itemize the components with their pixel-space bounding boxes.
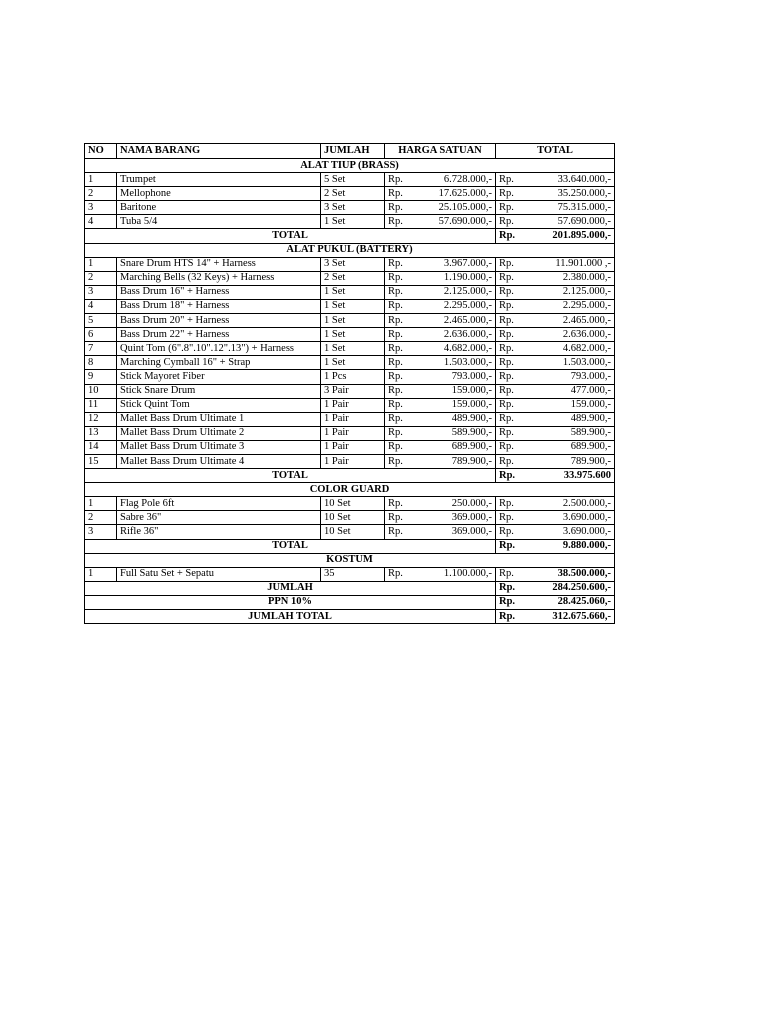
section-title: KOSTUM — [85, 553, 615, 567]
section-total-currency: Rp. — [496, 539, 531, 553]
item-qty: 1 Set — [321, 314, 385, 328]
item-qty: 1 Pair — [321, 412, 385, 426]
item-qty: 1 Set — [321, 342, 385, 356]
section-total-row — [85, 539, 615, 553]
item-price: 2.465.000,- — [412, 314, 496, 328]
item-qty: 10 Set — [321, 497, 385, 511]
item-name: Quint Tom (6".8".10".12".13") + Harness — [117, 342, 321, 356]
price-currency: Rp. — [385, 257, 412, 271]
section-total-value: 9.880.000,- — [531, 539, 615, 553]
total-currency: Rp. — [496, 454, 531, 468]
table-row — [85, 342, 615, 356]
table-row — [85, 370, 615, 384]
table-row — [85, 440, 615, 454]
item-name: Mallet Bass Drum Ultimate 4 — [117, 454, 321, 468]
item-total: 3.690.000,- — [531, 525, 615, 539]
summary-label: PPN 10% — [85, 595, 496, 609]
item-total: 589.900,- — [531, 426, 615, 440]
item-price: 3.967.000,- — [412, 257, 496, 271]
item-no: 10 — [85, 384, 117, 398]
table-row — [85, 497, 615, 511]
item-qty: 10 Set — [321, 511, 385, 525]
item-total: 689.900,- — [531, 440, 615, 454]
total-currency: Rp. — [496, 426, 531, 440]
item-qty: 35 — [321, 567, 385, 581]
table-row — [85, 285, 615, 299]
item-no: 2 — [85, 271, 117, 285]
item-no: 3 — [85, 285, 117, 299]
item-total: 2.125.000,- — [531, 285, 615, 299]
section-header-row — [85, 483, 615, 497]
item-qty: 3 Set — [321, 201, 385, 215]
price-currency: Rp. — [385, 356, 412, 370]
price-table — [84, 143, 615, 624]
item-price: 250.000,- — [412, 497, 496, 511]
table-row — [85, 356, 615, 370]
total-currency: Rp. — [496, 285, 531, 299]
table-row — [85, 426, 615, 440]
item-price: 793.000,- — [412, 370, 496, 384]
item-no: 7 — [85, 342, 117, 356]
item-name: Marching Bells (32 Keys) + Harness — [117, 271, 321, 285]
price-currency: Rp. — [385, 271, 412, 285]
item-qty: 1 Set — [321, 215, 385, 229]
table-row — [85, 314, 615, 328]
item-no: 5 — [85, 314, 117, 328]
price-currency: Rp. — [385, 215, 412, 229]
item-total: 38.500.000,- — [531, 567, 615, 581]
item-no: 2 — [85, 511, 117, 525]
item-total: 57.690.000,- — [531, 215, 615, 229]
item-name: Stick Quint Tom — [117, 398, 321, 412]
item-no: 3 — [85, 525, 117, 539]
item-name: Tuba 5/4 — [117, 215, 321, 229]
item-total: 489.900,- — [531, 412, 615, 426]
item-qty: 5 Set — [321, 173, 385, 187]
item-no: 12 — [85, 412, 117, 426]
item-no: 15 — [85, 454, 117, 468]
total-currency: Rp. — [496, 257, 531, 271]
item-name: Rifle 36" — [117, 525, 321, 539]
item-price: 4.682.000,- — [412, 342, 496, 356]
item-no: 14 — [85, 440, 117, 454]
item-total: 2.500.000,- — [531, 497, 615, 511]
section-title: ALAT PUKUL (BATTERY) — [85, 243, 615, 257]
item-qty: 1 Set — [321, 328, 385, 342]
table-row — [85, 454, 615, 468]
item-total: 2.295.000,- — [531, 299, 615, 313]
summary-value: 284.250.600,- — [531, 581, 615, 595]
table-row — [85, 271, 615, 285]
summary-label: JUMLAH TOTAL — [85, 610, 496, 624]
item-qty: 1 Pcs — [321, 370, 385, 384]
table-row — [85, 215, 615, 229]
price-currency: Rp. — [385, 342, 412, 356]
price-currency: Rp. — [385, 440, 412, 454]
price-currency: Rp. — [385, 370, 412, 384]
item-name: Snare Drum HTS 14" + Harness — [117, 257, 321, 271]
table-row — [85, 511, 615, 525]
item-price: 589.900,- — [412, 426, 496, 440]
item-total: 2.465.000,- — [531, 314, 615, 328]
section-header-row — [85, 243, 615, 257]
section-total-row — [85, 229, 615, 243]
item-name: Bass Drum 18" + Harness — [117, 299, 321, 313]
item-qty: 1 Set — [321, 285, 385, 299]
item-name: Mallet Bass Drum Ultimate 1 — [117, 412, 321, 426]
item-name: Sabre 36" — [117, 511, 321, 525]
total-currency: Rp. — [496, 398, 531, 412]
item-price: 369.000,- — [412, 511, 496, 525]
item-no: 2 — [85, 187, 117, 201]
item-price: 25.105.000,- — [412, 201, 496, 215]
item-qty: 2 Set — [321, 271, 385, 285]
table-row — [85, 398, 615, 412]
summary-value: 28.425.060,- — [531, 595, 615, 609]
item-price: 2.125.000,- — [412, 285, 496, 299]
item-qty: 10 Set — [321, 525, 385, 539]
price-currency: Rp. — [385, 398, 412, 412]
item-name: Bass Drum 20" + Harness — [117, 314, 321, 328]
item-total: 2.636.000,- — [531, 328, 615, 342]
item-no: 9 — [85, 370, 117, 384]
item-no: 13 — [85, 426, 117, 440]
section-total-row — [85, 469, 615, 483]
item-no: 1 — [85, 567, 117, 581]
section-total-label: TOTAL — [85, 469, 496, 483]
total-currency: Rp. — [496, 412, 531, 426]
total-currency: Rp. — [496, 271, 531, 285]
item-total: 2.380.000,- — [531, 271, 615, 285]
price-currency: Rp. — [385, 384, 412, 398]
item-name: Baritone — [117, 201, 321, 215]
item-total: 789.900,- — [531, 454, 615, 468]
total-currency: Rp. — [496, 440, 531, 454]
item-qty: 1 Set — [321, 356, 385, 370]
item-name: Full Satu Set + Sepatu — [117, 567, 321, 581]
item-total: 3.690.000,- — [531, 511, 615, 525]
item-no: 4 — [85, 215, 117, 229]
total-currency: Rp. — [496, 215, 531, 229]
price-currency: Rp. — [385, 525, 412, 539]
item-qty: 3 Set — [321, 257, 385, 271]
item-name: Bass Drum 22" + Harness — [117, 328, 321, 342]
table-row — [85, 525, 615, 539]
item-qty: 1 Pair — [321, 398, 385, 412]
total-currency: Rp. — [496, 384, 531, 398]
price-currency: Rp. — [385, 412, 412, 426]
price-currency: Rp. — [385, 497, 412, 511]
item-total: 159.000,- — [531, 398, 615, 412]
total-currency: Rp. — [496, 299, 531, 313]
header-nama-barang: NAMA BARANG — [117, 144, 321, 159]
total-currency: Rp. — [496, 201, 531, 215]
item-qty: 1 Pair — [321, 454, 385, 468]
section-total-label: TOTAL — [85, 539, 496, 553]
table-body — [85, 159, 615, 624]
section-total-label: TOTAL — [85, 229, 496, 243]
item-qty: 3 Pair — [321, 384, 385, 398]
price-currency: Rp. — [385, 173, 412, 187]
total-currency: Rp. — [496, 314, 531, 328]
summary-currency: Rp. — [496, 610, 531, 624]
price-currency: Rp. — [385, 511, 412, 525]
item-price: 689.900,- — [412, 440, 496, 454]
section-total-value: 201.895.000,- — [531, 229, 615, 243]
summary-currency: Rp. — [496, 595, 531, 609]
item-name: Stick Mayoret Fiber — [117, 370, 321, 384]
section-total-currency: Rp. — [496, 469, 531, 483]
item-total: 793.000,- — [531, 370, 615, 384]
table-row — [85, 299, 615, 313]
item-name: Mallet Bass Drum Ultimate 2 — [117, 426, 321, 440]
item-no: 1 — [85, 173, 117, 187]
item-no: 4 — [85, 299, 117, 313]
item-no: 11 — [85, 398, 117, 412]
total-currency: Rp. — [496, 328, 531, 342]
section-total-currency: Rp. — [496, 229, 531, 243]
total-currency: Rp. — [496, 356, 531, 370]
total-currency: Rp. — [496, 173, 531, 187]
price-currency: Rp. — [385, 299, 412, 313]
summary-row — [85, 595, 615, 609]
total-currency: Rp. — [496, 567, 531, 581]
item-total: 33.640.000,- — [531, 173, 615, 187]
table-row — [85, 201, 615, 215]
table-row — [85, 567, 615, 581]
item-qty: 2 Set — [321, 187, 385, 201]
item-price: 1.100.000,- — [412, 567, 496, 581]
section-header-row — [85, 159, 615, 173]
table-row — [85, 384, 615, 398]
item-price: 2.636.000,- — [412, 328, 496, 342]
item-name: Trumpet — [117, 173, 321, 187]
table-row — [85, 328, 615, 342]
item-price: 57.690.000,- — [412, 215, 496, 229]
summary-row — [85, 581, 615, 595]
price-currency: Rp. — [385, 187, 412, 201]
header-jumlah: JUMLAH — [321, 144, 385, 159]
item-name: Stick Snare Drum — [117, 384, 321, 398]
section-total-value: 33.975.600 — [531, 469, 615, 483]
item-price: 6.728.000,- — [412, 173, 496, 187]
summary-currency: Rp. — [496, 581, 531, 595]
item-total: 35.250.000,- — [531, 187, 615, 201]
section-title: COLOR GUARD — [85, 483, 615, 497]
table-row — [85, 257, 615, 271]
summary-row — [85, 610, 615, 624]
total-currency: Rp. — [496, 511, 531, 525]
item-no: 6 — [85, 328, 117, 342]
item-total: 75.315.000,- — [531, 201, 615, 215]
total-currency: Rp. — [496, 370, 531, 384]
summary-value: 312.675.660,- — [531, 610, 615, 624]
item-name: Marching Cymball 16" + Strap — [117, 356, 321, 370]
total-currency: Rp. — [496, 497, 531, 511]
price-currency: Rp. — [385, 328, 412, 342]
total-currency: Rp. — [496, 342, 531, 356]
section-header-row — [85, 553, 615, 567]
item-price: 159.000,- — [412, 384, 496, 398]
table-row — [85, 173, 615, 187]
item-price: 2.295.000,- — [412, 299, 496, 313]
header-harga-satuan: HARGA SATUAN — [385, 144, 496, 159]
item-price: 1.503.000,- — [412, 356, 496, 370]
header-no: NO — [85, 144, 117, 159]
item-price: 489.900,- — [412, 412, 496, 426]
section-title: ALAT TIUP (BRASS) — [85, 159, 615, 173]
item-total: 4.682.000,- — [531, 342, 615, 356]
item-no: 1 — [85, 257, 117, 271]
item-total: 477.000,- — [531, 384, 615, 398]
summary-label: JUMLAH — [85, 581, 496, 595]
header-row — [85, 144, 615, 159]
table-row — [85, 187, 615, 201]
item-qty: 1 Set — [321, 299, 385, 313]
item-price: 159.000,- — [412, 398, 496, 412]
item-price: 17.625.000,- — [412, 187, 496, 201]
price-currency: Rp. — [385, 567, 412, 581]
total-currency: Rp. — [496, 187, 531, 201]
item-price: 1.190.000,- — [412, 271, 496, 285]
item-no: 1 — [85, 497, 117, 511]
item-name: Flag Pole 6ft — [117, 497, 321, 511]
item-name: Mallet Bass Drum Ultimate 3 — [117, 440, 321, 454]
table-row — [85, 412, 615, 426]
item-no: 3 — [85, 201, 117, 215]
price-currency: Rp. — [385, 314, 412, 328]
price-currency: Rp. — [385, 454, 412, 468]
price-currency: Rp. — [385, 285, 412, 299]
total-currency: Rp. — [496, 525, 531, 539]
item-total: 11.901.000 ,- — [531, 257, 615, 271]
header-total: TOTAL — [496, 144, 615, 159]
item-price: 789.900,- — [412, 454, 496, 468]
item-qty: 1 Pair — [321, 426, 385, 440]
item-no: 8 — [85, 356, 117, 370]
item-price: 369.000,- — [412, 525, 496, 539]
price-currency: Rp. — [385, 201, 412, 215]
price-currency: Rp. — [385, 426, 412, 440]
item-total: 1.503.000,- — [531, 356, 615, 370]
item-qty: 1 Pair — [321, 440, 385, 454]
item-name: Mellophone — [117, 187, 321, 201]
item-name: Bass Drum 16" + Harness — [117, 285, 321, 299]
